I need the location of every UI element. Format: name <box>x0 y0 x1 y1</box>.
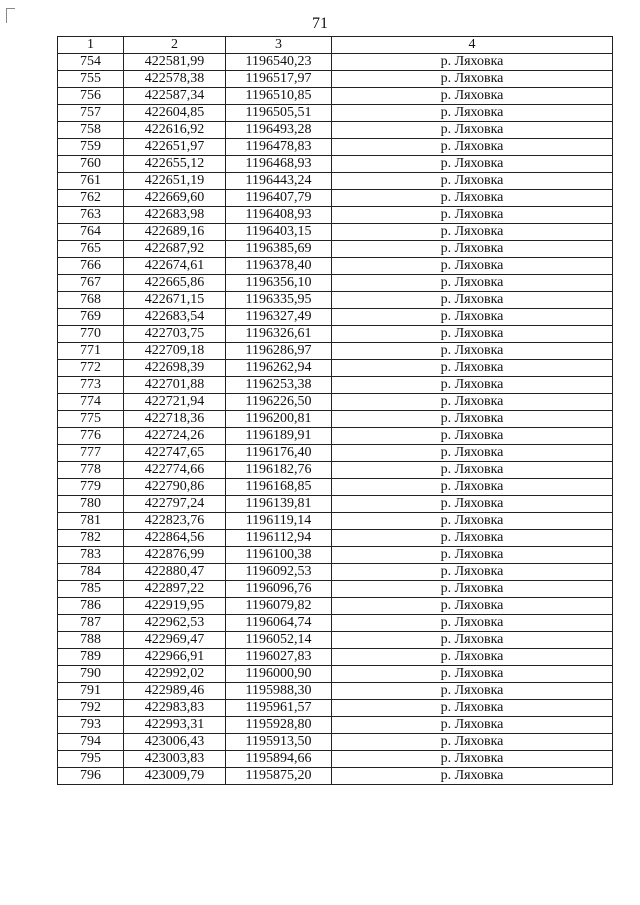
point-number-cell: 777 <box>58 445 124 462</box>
table-row <box>58 445 613 462</box>
y-coordinate-cell: 1196253,38 <box>226 377 332 394</box>
description-cell: р. Ляховка <box>332 360 613 377</box>
point-number-cell: 768 <box>58 292 124 309</box>
table-row <box>58 547 613 564</box>
point-number-cell: 780 <box>58 496 124 513</box>
y-coordinate-cell: 1196189,91 <box>226 428 332 445</box>
point-number-cell: 757 <box>58 105 124 122</box>
description-cell: р. Ляховка <box>332 666 613 683</box>
description-cell: р. Ляховка <box>332 428 613 445</box>
table-row <box>58 309 613 326</box>
x-coordinate-cell: 422587,34 <box>124 88 226 105</box>
x-coordinate-cell: 422689,16 <box>124 224 226 241</box>
y-coordinate-cell: 1196226,50 <box>226 394 332 411</box>
table-row <box>58 717 613 734</box>
x-coordinate-cell: 422823,76 <box>124 513 226 530</box>
description-cell: р. Ляховка <box>332 71 613 88</box>
point-number-cell: 786 <box>58 598 124 615</box>
description-cell: р. Ляховка <box>332 683 613 700</box>
description-cell: р. Ляховка <box>332 173 613 190</box>
description-cell: р. Ляховка <box>332 632 613 649</box>
page-number: 71 <box>312 15 328 32</box>
y-coordinate-cell: 1196052,14 <box>226 632 332 649</box>
x-coordinate-cell: 422962,53 <box>124 615 226 632</box>
y-coordinate-cell: 1196478,83 <box>226 139 332 156</box>
y-coordinate-cell: 1196139,81 <box>226 496 332 513</box>
y-coordinate-cell: 1195913,50 <box>226 734 332 751</box>
y-coordinate-cell: 1196510,85 <box>226 88 332 105</box>
x-coordinate-cell: 422709,18 <box>124 343 226 360</box>
y-coordinate-cell: 1196356,10 <box>226 275 332 292</box>
point-number-cell: 791 <box>58 683 124 700</box>
table-row <box>58 530 613 547</box>
header-cell-3: 3 <box>226 37 332 54</box>
table-row <box>58 207 613 224</box>
point-number-cell: 771 <box>58 343 124 360</box>
header-cell-2: 2 <box>124 37 226 54</box>
description-cell: р. Ляховка <box>332 224 613 241</box>
x-coordinate-cell: 422669,60 <box>124 190 226 207</box>
x-coordinate-cell: 422797,24 <box>124 496 226 513</box>
table-row <box>58 768 613 785</box>
point-number-cell: 793 <box>58 717 124 734</box>
x-coordinate-cell: 422724,26 <box>124 428 226 445</box>
description-cell: р. Ляховка <box>332 241 613 258</box>
x-coordinate-cell: 422721,94 <box>124 394 226 411</box>
point-number-cell: 763 <box>58 207 124 224</box>
description-cell: р. Ляховка <box>332 513 613 530</box>
description-cell: р. Ляховка <box>332 734 613 751</box>
point-number-cell: 759 <box>58 139 124 156</box>
point-number-cell: 783 <box>58 547 124 564</box>
y-coordinate-cell: 1196200,81 <box>226 411 332 428</box>
description-cell: р. Ляховка <box>332 343 613 360</box>
description-cell: р. Ляховка <box>332 207 613 224</box>
table-row <box>58 428 613 445</box>
x-coordinate-cell: 422651,97 <box>124 139 226 156</box>
table-row <box>58 751 613 768</box>
description-cell: р. Ляховка <box>332 190 613 207</box>
description-cell: р. Ляховка <box>332 411 613 428</box>
coordinates-table <box>57 36 613 785</box>
point-number-cell: 773 <box>58 377 124 394</box>
x-coordinate-cell: 423006,43 <box>124 734 226 751</box>
table-row <box>58 326 613 343</box>
description-cell: р. Ляховка <box>332 547 613 564</box>
point-number-cell: 790 <box>58 666 124 683</box>
x-coordinate-cell: 422989,46 <box>124 683 226 700</box>
x-coordinate-cell: 422969,47 <box>124 632 226 649</box>
point-number-cell: 776 <box>58 428 124 445</box>
table-row <box>58 598 613 615</box>
point-number-cell: 789 <box>58 649 124 666</box>
description-cell: р. Ляховка <box>332 54 613 71</box>
description-cell: р. Ляховка <box>332 479 613 496</box>
description-cell: р. Ляховка <box>332 309 613 326</box>
table-row <box>58 105 613 122</box>
description-cell: р. Ляховка <box>332 462 613 479</box>
x-coordinate-cell: 423003,83 <box>124 751 226 768</box>
y-coordinate-cell: 1196176,40 <box>226 445 332 462</box>
x-coordinate-cell: 422992,02 <box>124 666 226 683</box>
header-row <box>58 37 613 54</box>
header-cell-1: 1 <box>58 37 124 54</box>
y-coordinate-cell: 1196064,74 <box>226 615 332 632</box>
point-number-cell: 779 <box>58 479 124 496</box>
point-number-cell: 769 <box>58 309 124 326</box>
point-number-cell: 760 <box>58 156 124 173</box>
x-coordinate-cell: 422683,54 <box>124 309 226 326</box>
y-coordinate-cell: 1196027,83 <box>226 649 332 666</box>
table-row <box>58 139 613 156</box>
table-row <box>58 241 613 258</box>
description-cell: р. Ляховка <box>332 139 613 156</box>
y-coordinate-cell: 1196079,82 <box>226 598 332 615</box>
x-coordinate-cell: 422665,86 <box>124 275 226 292</box>
y-coordinate-cell: 1196378,40 <box>226 258 332 275</box>
table-row <box>58 377 613 394</box>
table-row <box>58 343 613 360</box>
y-coordinate-cell: 1196493,28 <box>226 122 332 139</box>
description-cell: р. Ляховка <box>332 717 613 734</box>
description-cell: р. Ляховка <box>332 598 613 615</box>
point-number-cell: 756 <box>58 88 124 105</box>
description-cell: р. Ляховка <box>332 275 613 292</box>
y-coordinate-cell: 1196517,97 <box>226 71 332 88</box>
y-coordinate-cell: 1195894,66 <box>226 751 332 768</box>
table-row <box>58 122 613 139</box>
description-cell: р. Ляховка <box>332 377 613 394</box>
point-number-cell: 755 <box>58 71 124 88</box>
x-coordinate-cell: 422983,83 <box>124 700 226 717</box>
y-coordinate-cell: 1196112,94 <box>226 530 332 547</box>
x-coordinate-cell: 423009,79 <box>124 768 226 785</box>
x-coordinate-cell: 422581,99 <box>124 54 226 71</box>
description-cell: р. Ляховка <box>332 394 613 411</box>
x-coordinate-cell: 422655,12 <box>124 156 226 173</box>
y-coordinate-cell: 1195875,20 <box>226 768 332 785</box>
description-cell: р. Ляховка <box>332 615 613 632</box>
description-cell: р. Ляховка <box>332 496 613 513</box>
x-coordinate-cell: 422718,36 <box>124 411 226 428</box>
point-number-cell: 778 <box>58 462 124 479</box>
table-row <box>58 734 613 751</box>
y-coordinate-cell: 1196000,90 <box>226 666 332 683</box>
y-coordinate-cell: 1196335,95 <box>226 292 332 309</box>
point-number-cell: 774 <box>58 394 124 411</box>
table-row <box>58 156 613 173</box>
point-number-cell: 765 <box>58 241 124 258</box>
table-row <box>58 462 613 479</box>
y-coordinate-cell: 1196408,93 <box>226 207 332 224</box>
table-row <box>58 581 613 598</box>
point-number-cell: 767 <box>58 275 124 292</box>
y-coordinate-cell: 1195988,30 <box>226 683 332 700</box>
y-coordinate-cell: 1196096,76 <box>226 581 332 598</box>
y-coordinate-cell: 1196407,79 <box>226 190 332 207</box>
table-row <box>58 496 613 513</box>
description-cell: р. Ляховка <box>332 700 613 717</box>
point-number-cell: 764 <box>58 224 124 241</box>
description-cell: р. Ляховка <box>332 258 613 275</box>
table-row <box>58 173 613 190</box>
description-cell: р. Ляховка <box>332 581 613 598</box>
point-number-cell: 784 <box>58 564 124 581</box>
y-coordinate-cell: 1196326,61 <box>226 326 332 343</box>
table-row <box>58 258 613 275</box>
y-coordinate-cell: 1196262,94 <box>226 360 332 377</box>
table-row <box>58 632 613 649</box>
x-coordinate-cell: 422747,65 <box>124 445 226 462</box>
x-coordinate-cell: 422864,56 <box>124 530 226 547</box>
x-coordinate-cell: 422683,98 <box>124 207 226 224</box>
description-cell: р. Ляховка <box>332 530 613 547</box>
x-coordinate-cell: 422876,99 <box>124 547 226 564</box>
y-coordinate-cell: 1196540,23 <box>226 54 332 71</box>
table-row <box>58 479 613 496</box>
y-coordinate-cell: 1196443,24 <box>226 173 332 190</box>
table-row <box>58 54 613 71</box>
table-row <box>58 666 613 683</box>
y-coordinate-cell: 1196119,14 <box>226 513 332 530</box>
x-coordinate-cell: 422687,92 <box>124 241 226 258</box>
x-coordinate-cell: 422774,66 <box>124 462 226 479</box>
y-coordinate-cell: 1196327,49 <box>226 309 332 326</box>
x-coordinate-cell: 422604,85 <box>124 105 226 122</box>
x-coordinate-cell: 422897,22 <box>124 581 226 598</box>
table-row <box>58 360 613 377</box>
x-coordinate-cell: 422703,75 <box>124 326 226 343</box>
point-number-cell: 761 <box>58 173 124 190</box>
description-cell: р. Ляховка <box>332 156 613 173</box>
x-coordinate-cell: 422880,47 <box>124 564 226 581</box>
point-number-cell: 788 <box>58 632 124 649</box>
header-cell-4: 4 <box>332 37 613 54</box>
y-coordinate-cell: 1196385,69 <box>226 241 332 258</box>
table-row <box>58 394 613 411</box>
point-number-cell: 794 <box>58 734 124 751</box>
point-number-cell: 758 <box>58 122 124 139</box>
y-coordinate-cell: 1196100,38 <box>226 547 332 564</box>
description-cell: р. Ляховка <box>332 564 613 581</box>
table-row <box>58 683 613 700</box>
point-number-cell: 792 <box>58 700 124 717</box>
table-body <box>58 37 613 785</box>
y-coordinate-cell: 1196403,15 <box>226 224 332 241</box>
table-row <box>58 71 613 88</box>
x-coordinate-cell: 422698,39 <box>124 360 226 377</box>
description-cell: р. Ляховка <box>332 88 613 105</box>
description-cell: р. Ляховка <box>332 751 613 768</box>
table-row <box>58 88 613 105</box>
table-row <box>58 700 613 717</box>
point-number-cell: 795 <box>58 751 124 768</box>
description-cell: р. Ляховка <box>332 326 613 343</box>
point-number-cell: 772 <box>58 360 124 377</box>
description-cell: р. Ляховка <box>332 445 613 462</box>
description-cell: р. Ляховка <box>332 292 613 309</box>
point-number-cell: 762 <box>58 190 124 207</box>
description-cell: р. Ляховка <box>332 122 613 139</box>
table-row <box>58 649 613 666</box>
x-coordinate-cell: 422966,91 <box>124 649 226 666</box>
x-coordinate-cell: 422674,61 <box>124 258 226 275</box>
y-coordinate-cell: 1196505,51 <box>226 105 332 122</box>
y-coordinate-cell: 1196168,85 <box>226 479 332 496</box>
point-number-cell: 787 <box>58 615 124 632</box>
y-coordinate-cell: 1195928,80 <box>226 717 332 734</box>
y-coordinate-cell: 1196182,76 <box>226 462 332 479</box>
description-cell: р. Ляховка <box>332 105 613 122</box>
x-coordinate-cell: 422701,88 <box>124 377 226 394</box>
table-row <box>58 564 613 581</box>
point-number-cell: 785 <box>58 581 124 598</box>
point-number-cell: 775 <box>58 411 124 428</box>
y-coordinate-cell: 1196286,97 <box>226 343 332 360</box>
x-coordinate-cell: 422651,19 <box>124 173 226 190</box>
y-coordinate-cell: 1196092,53 <box>226 564 332 581</box>
table-row <box>58 275 613 292</box>
x-coordinate-cell: 422616,92 <box>124 122 226 139</box>
table-row <box>58 190 613 207</box>
x-coordinate-cell: 422578,38 <box>124 71 226 88</box>
point-number-cell: 766 <box>58 258 124 275</box>
point-number-cell: 796 <box>58 768 124 785</box>
x-coordinate-cell: 422671,15 <box>124 292 226 309</box>
y-coordinate-cell: 1195961,57 <box>226 700 332 717</box>
x-coordinate-cell: 422919,95 <box>124 598 226 615</box>
point-number-cell: 782 <box>58 530 124 547</box>
table-row <box>58 513 613 530</box>
point-number-cell: 754 <box>58 54 124 71</box>
x-coordinate-cell: 422993,31 <box>124 717 226 734</box>
table-row <box>58 292 613 309</box>
point-number-cell: 770 <box>58 326 124 343</box>
table-row <box>58 615 613 632</box>
description-cell: р. Ляховка <box>332 649 613 666</box>
x-coordinate-cell: 422790,86 <box>124 479 226 496</box>
table-row <box>58 224 613 241</box>
point-number-cell: 781 <box>58 513 124 530</box>
y-coordinate-cell: 1196468,93 <box>226 156 332 173</box>
table-row <box>58 411 613 428</box>
description-cell: р. Ляховка <box>332 768 613 785</box>
